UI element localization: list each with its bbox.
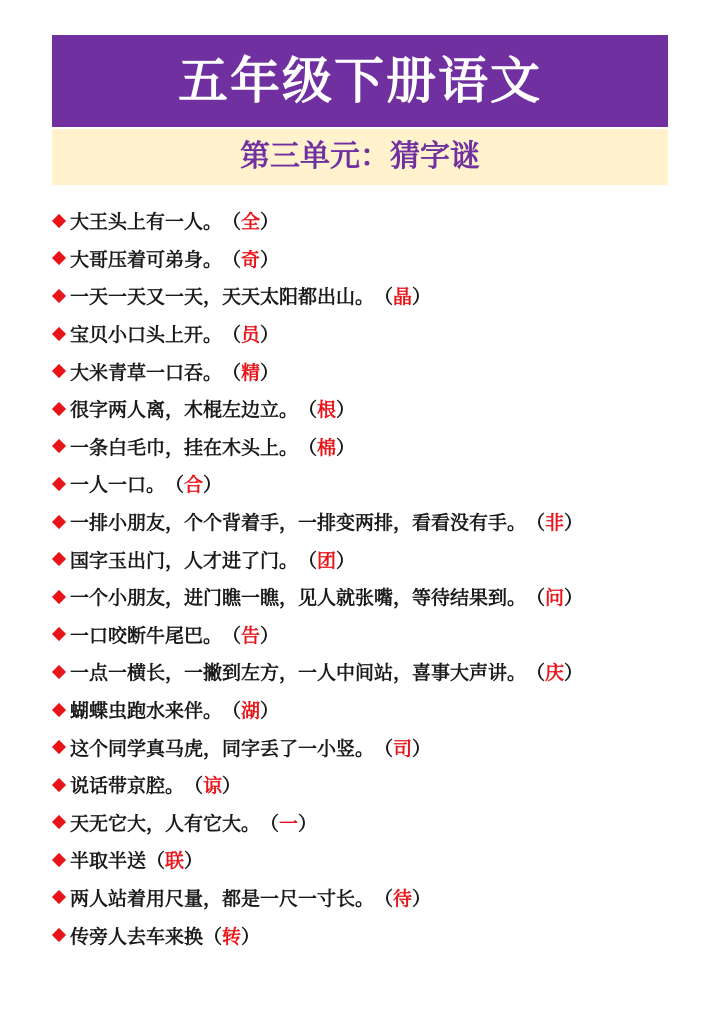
open-paren: （ <box>222 361 242 384</box>
diamond-bullet-icon <box>52 402 66 416</box>
riddle-clue: 天无它大，人有它大。 <box>70 812 261 835</box>
riddle-clue: 很字两人离，木棍左边立。 <box>70 399 299 422</box>
close-paren: ） <box>260 624 280 647</box>
diamond-bullet-icon <box>52 251 66 265</box>
riddle-item <box>52 616 692 654</box>
diamond-bullet-icon <box>52 702 66 716</box>
riddle-answer: 司 <box>393 737 413 760</box>
close-paren: ） <box>260 361 280 384</box>
open-paren: （ <box>526 662 546 685</box>
close-paren: ） <box>184 850 204 873</box>
page-title: 五年级下册语文 <box>178 52 542 110</box>
riddle-answer: 谅 <box>203 775 223 798</box>
open-paren: （ <box>374 737 394 760</box>
riddle-clue: 大哥压着可弟身。 <box>70 248 223 271</box>
diamond-bullet-icon <box>52 214 66 228</box>
open-paren: （ <box>298 399 318 422</box>
riddle-clue: 一人一口。 <box>70 474 166 497</box>
close-paren: ） <box>241 925 261 948</box>
close-paren: ） <box>260 700 280 723</box>
riddle-item <box>52 202 692 240</box>
riddle-item <box>52 240 692 278</box>
riddle-answer: 棉 <box>317 436 337 459</box>
riddle-item <box>52 540 692 578</box>
riddle-clue: 大米青草一口吞。 <box>70 361 223 384</box>
riddle-clue: 一口咬断牛尾巴。 <box>70 624 223 647</box>
riddle-item <box>52 465 692 503</box>
riddle-answer: 待 <box>393 887 413 910</box>
open-paren: （ <box>298 549 318 572</box>
diamond-bullet-icon <box>52 740 66 754</box>
open-paren: （ <box>222 248 242 271</box>
riddle-item <box>52 728 692 766</box>
riddle-clue: 一条白毛巾，挂在木头上。 <box>70 436 299 459</box>
riddle-item <box>52 503 692 541</box>
open-paren: （ <box>165 474 185 497</box>
open-paren: （ <box>146 850 166 873</box>
open-paren: （ <box>526 587 546 610</box>
riddle-clue: 一排小朋友，个个背着手，一排变两排，看看没有手。 <box>70 512 527 535</box>
riddle-list <box>52 202 692 954</box>
open-paren: （ <box>222 624 242 647</box>
title-banner <box>52 35 668 127</box>
riddle-answer: 联 <box>165 850 185 873</box>
riddle-item <box>52 277 692 315</box>
riddle-item <box>52 691 692 729</box>
diamond-bullet-icon <box>52 327 66 341</box>
riddle-answer: 奇 <box>241 248 261 271</box>
open-paren: （ <box>203 925 223 948</box>
riddle-item <box>52 578 692 616</box>
close-paren: ） <box>260 211 280 234</box>
close-paren: ） <box>412 286 432 309</box>
close-paren: ） <box>336 436 356 459</box>
diamond-bullet-icon <box>52 364 66 378</box>
riddle-clue: 宝贝小口头上开。 <box>70 324 223 347</box>
close-paren: ） <box>336 549 356 572</box>
close-paren: ） <box>564 512 584 535</box>
riddle-answer: 庆 <box>545 662 565 685</box>
riddle-answer: 非 <box>545 512 565 535</box>
diamond-bullet-icon <box>52 477 66 491</box>
riddle-clue: 说话带京腔。 <box>70 775 185 798</box>
open-paren: （ <box>222 211 242 234</box>
riddle-item <box>52 804 692 842</box>
close-paren: ） <box>260 324 280 347</box>
riddle-answer: 全 <box>241 211 261 234</box>
riddle-clue: 一点一横长，一撇到左方，一人中间站，喜事大声讲。 <box>70 662 527 685</box>
riddle-answer: 湖 <box>241 700 261 723</box>
riddle-answer: 根 <box>317 399 337 422</box>
open-paren: （ <box>222 700 242 723</box>
subtitle-banner <box>52 129 668 185</box>
diamond-bullet-icon <box>52 514 66 528</box>
riddle-clue: 两人站着用尺量，都是一尺一寸长。 <box>70 887 375 910</box>
diamond-bullet-icon <box>52 665 66 679</box>
close-paren: ） <box>336 399 356 422</box>
riddle-clue: 国字玉出门，人才进了门。 <box>70 549 299 572</box>
page-subtitle: 第三单元：猜字谜 <box>240 139 480 174</box>
riddle-item <box>52 390 692 428</box>
diamond-bullet-icon <box>52 890 66 904</box>
riddle-clue: 传旁人去车来换 <box>70 925 204 948</box>
open-paren: （ <box>526 512 546 535</box>
open-paren: （ <box>374 887 394 910</box>
diamond-bullet-icon <box>52 590 66 604</box>
riddle-answer: 团 <box>317 549 337 572</box>
open-paren: （ <box>222 324 242 347</box>
close-paren: ） <box>412 887 432 910</box>
riddle-answer: 告 <box>241 624 261 647</box>
close-paren: ） <box>564 662 584 685</box>
riddle-answer: 员 <box>241 324 261 347</box>
diamond-bullet-icon <box>52 853 66 867</box>
diamond-bullet-icon <box>52 928 66 942</box>
open-paren: （ <box>184 775 204 798</box>
diamond-bullet-icon <box>52 627 66 641</box>
riddle-clue: 大王头上有一人。 <box>70 211 223 234</box>
diamond-bullet-icon <box>52 778 66 792</box>
diamond-bullet-icon <box>52 815 66 829</box>
riddle-clue: 一天一天又一天，天天太阳都出山。 <box>70 286 375 309</box>
close-paren: ） <box>412 737 432 760</box>
riddle-clue: 半取半送 <box>70 850 147 873</box>
open-paren: （ <box>374 286 394 309</box>
riddle-item <box>52 352 692 390</box>
diamond-bullet-icon <box>52 439 66 453</box>
riddle-answer: 合 <box>184 474 204 497</box>
close-paren: ） <box>564 587 584 610</box>
riddle-answer: 一 <box>279 812 299 835</box>
open-paren: （ <box>298 436 318 459</box>
open-paren: （ <box>260 812 280 835</box>
diamond-bullet-icon <box>52 552 66 566</box>
riddle-clue: 一个小朋友，进门瞧一瞧，见人就张嘴，等待结果到。 <box>70 587 527 610</box>
riddle-clue: 这个同学真马虎，同字丢了一小竖。 <box>70 737 375 760</box>
riddle-item <box>52 879 692 917</box>
close-paren: ） <box>260 248 280 271</box>
close-paren: ） <box>298 812 318 835</box>
riddle-answer: 问 <box>545 587 565 610</box>
riddle-answer: 转 <box>222 925 242 948</box>
riddle-item <box>52 841 692 879</box>
riddle-answer: 晶 <box>393 286 413 309</box>
riddle-item <box>52 315 692 353</box>
riddle-clue: 蝴蝶虫跑水来伴。 <box>70 700 223 723</box>
riddle-item <box>52 916 692 954</box>
riddle-item <box>52 766 692 804</box>
close-paren: ） <box>203 474 223 497</box>
riddle-item <box>52 428 692 466</box>
riddle-answer: 精 <box>241 361 261 384</box>
diamond-bullet-icon <box>52 289 66 303</box>
close-paren: ） <box>222 775 242 798</box>
riddle-item <box>52 653 692 691</box>
